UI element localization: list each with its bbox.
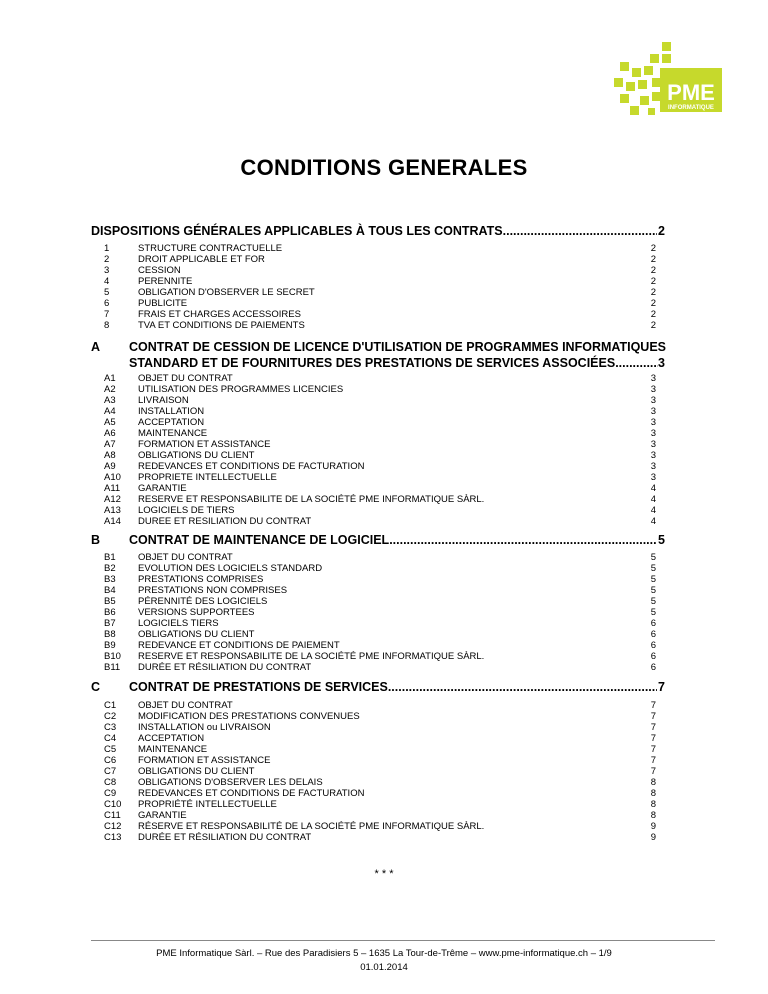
toc-entry-title: RESERVE ET RESPONSABILITE DE LA SOCIÉTÉ PME INFORMATIQUE SÀRL. — [138, 494, 485, 505]
toc-list-a — [104, 373, 656, 527]
separator-stars: * * * — [374, 868, 394, 880]
section-letter: A — [91, 340, 101, 354]
toc-entry-number: C4 — [104, 733, 117, 744]
page-footer — [0, 947, 768, 975]
toc-entry-page: 8 — [650, 810, 656, 821]
toc-entry-title: PROPRIÉTÉ INTELLECTUELLE — [138, 799, 277, 810]
toc-entry-number: C2 — [104, 711, 117, 722]
toc-entry[interactable] — [104, 832, 656, 843]
toc-entry-title: LIVRAISON — [138, 395, 189, 406]
toc-entry[interactable] — [104, 607, 656, 618]
toc-entry-number: A14 — [104, 516, 121, 527]
toc-entry[interactable] — [104, 585, 656, 596]
footer-date: 01.01.2014 — [360, 962, 408, 973]
toc-entry-number: B8 — [104, 629, 116, 640]
toc-entry-number: A4 — [104, 406, 116, 417]
toc-entry-number: C11 — [104, 810, 121, 821]
toc-entry-title: EVOLUTION DES LOGICIELS STANDARD — [138, 563, 323, 574]
toc-entry-title: FORMATION ET ASSISTANCE — [138, 755, 271, 766]
toc-entry-page: 4 — [650, 516, 656, 527]
section-heading-text: CONTRAT DE PRESTATIONS DE SERVICES — [129, 680, 388, 694]
toc-entry-page: 2 — [650, 287, 656, 298]
toc-entry-page: 4 — [650, 494, 656, 505]
toc-entry-page: 9 — [650, 821, 656, 832]
toc-entry-page: 6 — [650, 662, 656, 673]
toc-entry-title: ACCEPTATION — [138, 733, 205, 744]
toc-entry-page: 7 — [650, 722, 656, 733]
toc-entry-title: PRESTATIONS NON COMPRISES — [138, 585, 288, 596]
toc-entry[interactable] — [104, 788, 656, 799]
toc-entry-page: 2 — [650, 243, 656, 254]
toc-entry-number: C7 — [104, 766, 117, 777]
toc-entry-title: OBLIGATION D'OBSERVER LE SECRET — [138, 287, 315, 298]
toc-entry[interactable] — [104, 450, 656, 461]
toc-entry-number: A13 — [104, 505, 121, 516]
toc-entry-title: RESERVE ET RESPONSABILITE DE LA SOCIÉTÉ PME INFORMATIQUE SÀRL. — [138, 651, 485, 662]
toc-entry[interactable] — [104, 428, 656, 439]
section-heading-general[interactable] — [91, 224, 665, 238]
toc-entry[interactable] — [104, 777, 656, 788]
toc-entry-number: C3 — [104, 722, 117, 733]
logo-subtext: INFORMATIQUE — [668, 105, 714, 111]
toc-entry[interactable] — [104, 722, 656, 733]
toc-entry-page: 7 — [650, 755, 656, 766]
toc-entry-title: LOGICIELS DE TIERS — [138, 505, 235, 516]
toc-entry-page: 5 — [650, 596, 656, 607]
toc-entry-title: MODIFICATION DES PRESTATIONS CONVENUES — [138, 711, 360, 722]
toc-entry[interactable] — [104, 265, 656, 276]
toc-entry[interactable] — [104, 755, 656, 766]
toc-entry-title: DUREE ET RESILIATION DU CONTRAT — [138, 516, 312, 527]
toc-entry[interactable] — [104, 596, 656, 607]
toc-entry[interactable] — [104, 384, 656, 395]
toc-entry-number: 1 — [104, 243, 110, 254]
toc-entry-page: 3 — [650, 461, 656, 472]
toc-entry-title: OBLIGATIONS DU CLIENT — [138, 766, 255, 777]
toc-entry-title: FRAIS ET CHARGES ACCESSOIRES — [138, 309, 301, 320]
toc-entry-title: LOGICIELS TIERS — [138, 618, 219, 629]
toc-entry-title: GARANTIE — [138, 483, 187, 494]
toc-entry[interactable] — [104, 733, 656, 744]
toc-entry-page: 3 — [650, 428, 656, 439]
toc-entry-title: OBLIGATIONS DU CLIENT — [138, 629, 255, 640]
toc-entry-number: A8 — [104, 450, 116, 461]
toc-entry-title: STRUCTURE CONTRACTUELLE — [138, 243, 283, 254]
toc-entry-number: 3 — [104, 265, 110, 276]
toc-entry[interactable] — [104, 243, 656, 254]
toc-entry-number: B11 — [104, 662, 121, 673]
toc-entry[interactable] — [104, 483, 656, 494]
section-heading-c[interactable] — [91, 680, 665, 694]
toc-entry-page: 2 — [650, 276, 656, 287]
toc-entry-page: 7 — [650, 766, 656, 777]
toc-entry-page: 2 — [650, 254, 656, 265]
toc-entry-page: 3 — [650, 472, 656, 483]
toc-entry-page: 6 — [650, 651, 656, 662]
toc-entry-title: REDEVANCE ET CONDITIONS DE PAIEMENT — [138, 640, 340, 651]
toc-entry[interactable] — [104, 406, 656, 417]
section-heading-line2: STANDARD ET DE FOURNITURES DES PRESTATIONS DE SERVICES ASSOCIÉES — [129, 356, 616, 370]
toc-entry-title: DROIT APPLICABLE ET FOR — [138, 254, 265, 265]
logo-text: PME — [667, 80, 715, 105]
toc-entry-number: C9 — [104, 788, 117, 799]
toc-entry-page: 7 — [650, 700, 656, 711]
toc-entry-number: A10 — [104, 472, 121, 483]
toc-entry-number: C1 — [104, 700, 117, 711]
toc-entry[interactable] — [104, 618, 656, 629]
toc-entry[interactable] — [104, 287, 656, 298]
toc-entry-page: 3 — [650, 406, 656, 417]
dot-leader — [503, 224, 657, 238]
toc-entry-number: A6 — [104, 428, 116, 439]
toc-entry-title: DURÉE ET RÉSILIATION DU CONTRAT — [138, 832, 312, 843]
toc-entry-title: PUBLICITE — [138, 298, 188, 309]
toc-entry-number: A12 — [104, 494, 121, 505]
toc-entry[interactable] — [104, 320, 656, 331]
section-page-number: 3 — [658, 356, 665, 370]
toc-entry-title: REDEVANCES ET CONDITIONS DE FACTURATION — [138, 788, 365, 799]
toc-entry[interactable] — [104, 711, 656, 722]
toc-entry[interactable] — [104, 254, 656, 265]
toc-entry[interactable] — [104, 461, 656, 472]
toc-entry[interactable] — [104, 574, 656, 585]
toc-entry[interactable] — [104, 821, 656, 832]
toc-entry-page: 2 — [650, 309, 656, 320]
toc-entry[interactable] — [104, 298, 656, 309]
toc-entry-page: 2 — [650, 320, 656, 331]
toc-entry-title: DURÉE ET RÉSILIATION DU CONTRAT — [138, 662, 312, 673]
toc-entry-title: UTILISATION DES PROGRAMMES LICENCIES — [138, 384, 344, 395]
toc-entry-title: GARANTIE — [138, 810, 187, 821]
company-logo — [612, 40, 722, 120]
toc-entry-page: 8 — [650, 777, 656, 788]
toc-entry[interactable] — [104, 505, 656, 516]
section-page-number: 2 — [658, 224, 665, 238]
toc-entry-page: 3 — [650, 384, 656, 395]
toc-entry[interactable] — [104, 744, 656, 755]
toc-entry-title: VERSIONS SUPPORTEES — [138, 607, 255, 618]
toc-entry-number: 4 — [104, 276, 110, 287]
toc-entry-title: OBLIGATIONS DU CLIENT — [138, 450, 255, 461]
toc-entry-page: 5 — [650, 585, 656, 596]
toc-entry-number: B4 — [104, 585, 116, 596]
toc-entry-page: 3 — [650, 395, 656, 406]
section-heading-text: CONTRAT DE MAINTENANCE DE LOGICIEL — [129, 533, 390, 547]
toc-entry-number: C12 — [104, 821, 122, 832]
toc-entry[interactable] — [104, 700, 656, 711]
toc-entry-title: FORMATION ET ASSISTANCE — [138, 439, 271, 450]
toc-entry-title: PROPRIETE INTELLECTUELLE — [138, 472, 277, 483]
toc-entry-number: B3 — [104, 574, 116, 585]
toc-entry-title: INSTALLATION ou LIVRAISON — [138, 722, 271, 733]
toc-entry-number: B2 — [104, 563, 116, 574]
toc-entry-page: 4 — [650, 483, 656, 494]
toc-entry-number: C8 — [104, 777, 117, 788]
toc-entry-page: 3 — [650, 373, 656, 384]
toc-entry-number: A7 — [104, 439, 116, 450]
section-heading-line1: CONTRAT DE CESSION DE LICENCE D'UTILISATION DE PROGRAMMES INFORMATIQUES — [129, 340, 667, 354]
toc-entry-number: C10 — [104, 799, 122, 810]
toc-entry-page: 6 — [650, 618, 656, 629]
toc-entry-page: 2 — [650, 265, 656, 276]
toc-entry-page: 5 — [650, 607, 656, 618]
toc-entry-title: TVA ET CONDITIONS DE PAIEMENTS — [138, 320, 305, 331]
toc-entry-number: B10 — [104, 651, 121, 662]
toc-entry-number: B7 — [104, 618, 116, 629]
toc-entry-page: 9 — [650, 832, 656, 843]
toc-entry-number: 2 — [104, 254, 110, 265]
toc-entry-title: RÉSERVE ET RESPONSABILITÉ DE LA SOCIÉTÉ PME INFORMATIQUE SÀRL. — [138, 821, 485, 832]
toc-entry-page: 3 — [650, 450, 656, 461]
toc-entry-number: A3 — [104, 395, 116, 406]
toc-entry[interactable] — [104, 309, 656, 320]
toc-entry[interactable] — [104, 439, 656, 450]
toc-entry[interactable] — [104, 395, 656, 406]
toc-entry-page: 5 — [650, 552, 656, 563]
toc-entry-number: 5 — [104, 287, 110, 298]
toc-entry-title: INSTALLATION — [138, 406, 205, 417]
toc-entry-page: 5 — [650, 563, 656, 574]
toc-entry-title: ACCEPTATION — [138, 417, 205, 428]
toc-entry[interactable] — [104, 516, 656, 527]
toc-entry-number: C13 — [104, 832, 122, 843]
toc-entry-number: A2 — [104, 384, 116, 395]
toc-entry-title: REDEVANCES ET CONDITIONS DE FACTURATION — [138, 461, 365, 472]
toc-entry-number: 8 — [104, 320, 110, 331]
toc-entry[interactable] — [104, 766, 656, 777]
toc-entry-number: 6 — [104, 298, 110, 309]
dot-leader — [615, 355, 658, 371]
toc-entry-page: 8 — [650, 799, 656, 810]
toc-entry[interactable] — [104, 472, 656, 483]
toc-entry[interactable] — [104, 799, 656, 810]
toc-entry[interactable] — [104, 417, 656, 428]
toc-entry-number: A9 — [104, 461, 116, 472]
section-page-number: 7 — [658, 680, 665, 694]
footer-address: PME Informatique Sàrl. – Rue des Paradisiers 5 – 1635 La Tour-de-Trême – www.pme-informatique.ch – 1/9 — [156, 948, 612, 959]
toc-entry-number: C5 — [104, 744, 117, 755]
toc-entry-page: 3 — [650, 439, 656, 450]
toc-entry[interactable] — [104, 552, 656, 563]
toc-entry-title: OBJET DU CONTRAT — [138, 373, 233, 384]
toc-list-c — [104, 700, 656, 843]
toc-entry-title: PRESTATIONS COMPRISES — [138, 574, 264, 585]
toc-entry[interactable] — [104, 662, 656, 673]
toc-list-b — [104, 552, 656, 673]
toc-entry-title: OBJET DU CONTRAT — [138, 552, 233, 563]
dot-leader — [388, 680, 657, 694]
toc-entry[interactable] — [104, 629, 656, 640]
toc-entry-page: 7 — [650, 733, 656, 744]
toc-entry-number: C6 — [104, 755, 117, 766]
toc-entry-number: A1 — [104, 373, 116, 384]
footer-divider — [91, 940, 715, 941]
section-letter: C — [91, 680, 101, 694]
toc-entry[interactable] — [104, 563, 656, 574]
section-letter: B — [91, 533, 101, 547]
toc-entry-page: 6 — [650, 640, 656, 651]
toc-entry[interactable] — [104, 640, 656, 651]
toc-entry[interactable] — [104, 276, 656, 287]
toc-entry-page: 6 — [650, 629, 656, 640]
toc-entry[interactable] — [104, 373, 656, 384]
toc-entry-page: 7 — [650, 711, 656, 722]
toc-entry-page: 8 — [650, 788, 656, 799]
toc-entry-number: B1 — [104, 552, 116, 563]
toc-entry-number: B5 — [104, 596, 116, 607]
toc-entry[interactable] — [104, 494, 656, 505]
section-heading-text: DISPOSITIONS GÉNÉRALES APPLICABLES À TOUS LES CONTRATS — [91, 224, 503, 238]
toc-entry-number: A11 — [104, 483, 121, 494]
toc-entry-title: OBLIGATIONS D'OBSERVER LES DELAIS — [138, 777, 323, 788]
toc-entry-title: PERENNITE — [138, 276, 193, 287]
toc-entry-number: B9 — [104, 640, 116, 651]
toc-entry-page: 3 — [650, 417, 656, 428]
section-heading-b[interactable] — [91, 533, 665, 547]
toc-entry-page: 7 — [650, 744, 656, 755]
toc-entry-number: A5 — [104, 417, 116, 428]
toc-list-general — [104, 243, 656, 331]
logo-graphic — [612, 40, 722, 120]
toc-entry-title: MAINTENANCE — [138, 744, 208, 755]
toc-entry-title: OBJET DU CONTRAT — [138, 700, 233, 711]
toc-entry-title: PÉRENNITÉ DES LOGICIELS — [138, 596, 268, 607]
document-title: CONDITIONS GENERALES — [240, 155, 528, 180]
toc-entry[interactable] — [104, 651, 656, 662]
dot-leader — [389, 533, 657, 547]
toc-entry-page: 5 — [650, 574, 656, 585]
toc-entry-title: MAINTENANCE — [138, 428, 208, 439]
toc-entry-page: 4 — [650, 505, 656, 516]
toc-entry-page: 2 — [650, 298, 656, 309]
toc-entry-title: CESSION — [138, 265, 181, 276]
toc-entry-number: 7 — [104, 309, 110, 320]
toc-entry-number: B6 — [104, 607, 116, 618]
section-page-number: 5 — [658, 533, 665, 547]
toc-entry[interactable] — [104, 810, 656, 821]
